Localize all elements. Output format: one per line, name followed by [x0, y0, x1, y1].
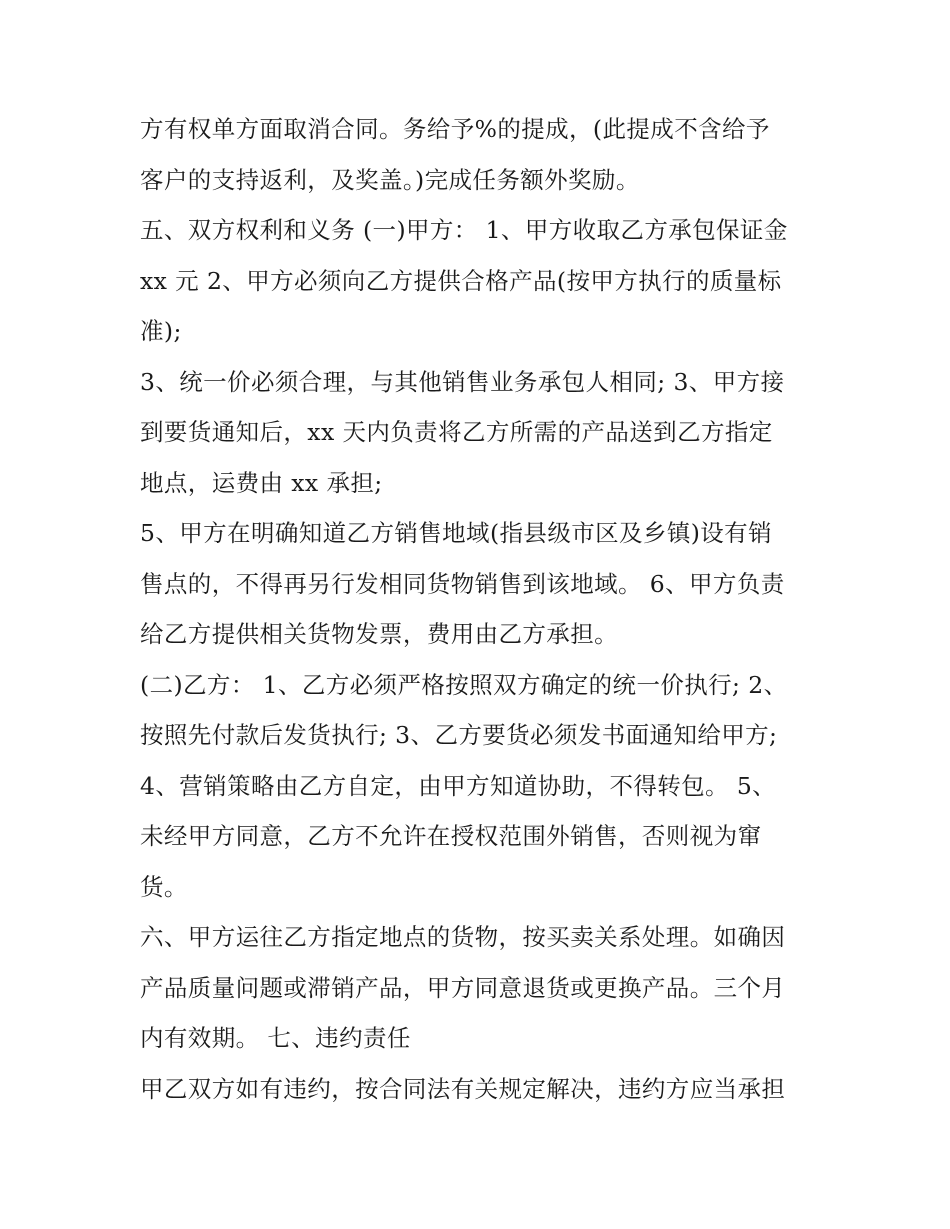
- text-line: 准);: [140, 317, 182, 345]
- text-line: 4、营销策略由乙方自定，由甲方知道协助，不得转包。 5、: [140, 771, 777, 800]
- text-line: 5、甲方在明确知道乙方销售地域(指县级市区及乡镇)设有销: [140, 519, 772, 547]
- text-line: 给乙方提供相关货物发票，费用由乙方承担。: [140, 620, 618, 648]
- text-line: 未经甲方同意，乙方不允许在授权范围外销售，否则视为窜: [140, 822, 762, 850]
- text-line: 售点的，不得再另行发相同货物销售到该地域。 6、甲方负责: [140, 569, 785, 598]
- text-line: 方有权单方面取消合同。务给予%的提成，(此提成不含给予: [140, 115, 770, 143]
- text-line: 甲乙双方如有违约，按合同法有关规定解决，违约方应当承担: [140, 1074, 786, 1103]
- text-line: 客户的支持返利，及奖盖。)完成任务额外奖励。: [140, 165, 640, 194]
- document-body: [140, 104, 820, 1114]
- text-line: 五、双方权利和义务 (一)甲方： 1、甲方收取乙方承包保证金: [140, 216, 788, 244]
- text-line: 按照先付款后发货执行; 3、乙方要货必须发书面通知给甲方;: [140, 721, 778, 749]
- text-line: 3、统一价必须合理，与其他销售业务承包人相同; 3、甲方接: [140, 367, 785, 396]
- text-line: 货。: [140, 872, 188, 901]
- text-line: 地点，运费由 xx 承担;: [140, 468, 383, 497]
- text-line: 到要货通知后，xx 天内负责将乙方所需的产品送到乙方指定: [140, 418, 773, 446]
- text-line: (二)乙方： 1、乙方必须严格按照双方确定的统一价执行; 2、: [140, 670, 788, 699]
- text-line: 产品质量问题或滞销产品，甲方同意退货或更换产品。三个月: [140, 973, 786, 1002]
- text-line: xx 元 2、甲方必须向乙方提供合格产品(按甲方执行的质量标: [140, 266, 782, 295]
- text-line: 六、甲方运往乙方指定地点的货物，按买卖关系处理。如确因: [140, 923, 786, 951]
- text-line: 内有效期。 七、违约责任: [140, 1024, 411, 1052]
